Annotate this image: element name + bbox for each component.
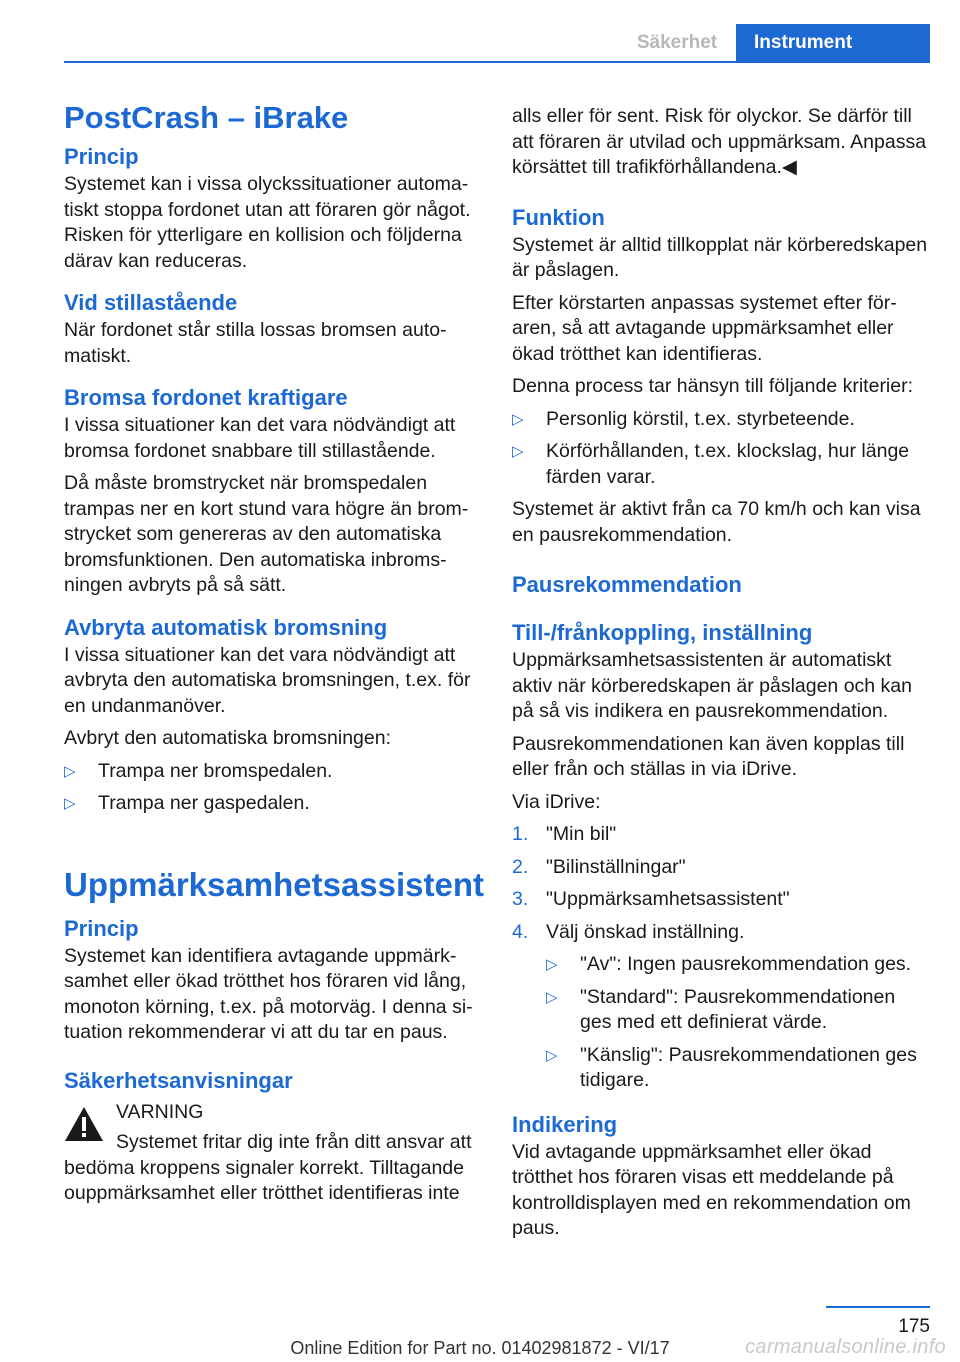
paragraph: Via iDrive: [512, 790, 601, 813]
list-item [546, 1043, 930, 1094]
list-item [64, 759, 482, 785]
paragraph: I vissa situationer kan det vara nödvändigt att bromsa fordonet snabbare till stillastående. [64, 414, 456, 462]
heading-princip: Princip [64, 915, 139, 941]
paragraph: Då måste bromstrycket när bromspedalen trampas ner en kort stund vara högre än bromstrycket som genereras av den automatiska bromsfunktionen. Den automatiska inbromsningen avbryts på så sätt. [64, 472, 469, 596]
step-number: 3. [512, 888, 529, 910]
bullet-triangle-icon: ▷ [512, 410, 524, 428]
warning-label: VARNING [116, 1100, 204, 1123]
heading-tillkoppling: Till-/frånkoppling, inställning [512, 620, 813, 645]
list-item [512, 887, 930, 913]
list-item [546, 952, 930, 978]
paragraph: Systemet kan identifiera avtagande uppmärksamhet eller ökad trötthet hos föraren vid lång, monoton körning, t.ex. på motorväg. I denna situation rekommenderar vi att du tar en paus. [64, 944, 473, 1043]
list-item-text: "Standard": Pausrekommendationen ges med ett definierat värde. [580, 985, 896, 1033]
heading-avbryta: Avbryta automatisk bromsning [64, 614, 388, 640]
left-column [64, 96, 485, 1207]
list-item [546, 985, 930, 1036]
page-header [0, 0, 960, 62]
tab-section[interactable]: Säkerhet [636, 32, 718, 53]
bullet-triangle-icon: ▷ [512, 443, 524, 460]
bullet-list [64, 759, 482, 817]
warning-text: Systemet fritar dig inte från ditt ansvar att bedöma kroppens signaler korrekt. Tilltagande ouppmärksamhet eller trötthet identifieras inte [64, 1131, 472, 1204]
paragraph: Uppmärksamhetsassistenten är automatiskt aktiv när körberedskapen är påslagen och kan på så vis indikera en pausrekommendation. [512, 649, 912, 722]
paragraph [512, 104, 930, 181]
paragraph: Avbryt den automatiska bromsningen: [64, 727, 391, 749]
list-item [512, 439, 930, 490]
heading-funktion: Funktion [512, 204, 605, 230]
list-item-text: Välj önskad inställning. [546, 920, 745, 943]
list-item [512, 855, 930, 881]
end-marker-icon: ◀ [781, 156, 797, 178]
heading-pausrekommendation: Pausrekommendation [512, 572, 742, 597]
bullet-triangle-icon: ▷ [64, 795, 76, 812]
heading-uppmarksamhet: Uppmärksamhetsassistent [64, 865, 485, 903]
heading-sakerhetsanvisningar: Säkerhetsanvisningar [64, 1067, 293, 1093]
heading-postcrash: PostCrash – iBrake [64, 100, 349, 135]
page-number: 175 [898, 1316, 930, 1337]
paragraph: När fordonet står stilla lossas bromsen automatiskt. [64, 319, 447, 367]
warning-box [64, 1100, 482, 1207]
step-number: 1. [512, 823, 529, 845]
numbered-list [512, 822, 930, 1094]
heading-princip: Princip [64, 144, 139, 169]
list-item-text: "Känslig": Pausrekommendationen ges tidigare. [580, 1043, 917, 1091]
bullet-triangle-icon: ▷ [64, 762, 76, 780]
watermark: carmanualsonline.info [745, 1336, 946, 1358]
step-number: 4. [512, 920, 529, 943]
list-item-text: "Av": Ingen pausrekommendation ges. [580, 953, 912, 975]
edition-text: Online Edition for Part no. 01402981872 - VI/17 [290, 1338, 670, 1358]
header-divider [64, 61, 930, 63]
right-column [512, 104, 930, 1242]
footer-divider [826, 1306, 930, 1308]
step-number: 2. [512, 855, 529, 878]
bullet-triangle-icon: ▷ [546, 956, 558, 973]
bullet-list [512, 407, 930, 491]
heading-indikering: Indikering [512, 1111, 618, 1137]
list-item [512, 920, 930, 1094]
heading-bromsa: Bromsa fordonet kraftigare [64, 385, 348, 410]
list-item-text: Personlig körstil, t.ex. styrbeteende. [546, 407, 855, 430]
paragraph: Systemet kan i vissa olyckssituationer automatiskt stoppa fordonet utan att föraren gör något. Risken för ytterligare en kollision och följderna därav kan reduceras. [64, 173, 471, 272]
tab-chapter[interactable]: Instrument [736, 24, 930, 61]
paragraph: Systemet är alltid tillkopplat när körberedskapen är påslagen. [512, 233, 928, 281]
paragraph: Efter körstarten anpassas systemet efter föraren, så att avtagande uppmärksamhet eller ökad trötthet kan identifieras. [512, 291, 897, 365]
list-item-text: Trampa ner gaspedalen. [98, 792, 310, 814]
paragraph: Denna process tar hänsyn till följande kriterier: [512, 375, 914, 397]
list-item-text: "Bilinställningar" [546, 855, 686, 878]
sub-bullet-list [546, 952, 930, 1094]
paragraph: Systemet är aktivt från ca 70 km/h och kan visa en pausrekommendation. [512, 498, 921, 546]
bullet-triangle-icon: ▷ [546, 1046, 558, 1064]
list-item-text: "Min bil" [546, 823, 617, 845]
warning-triangle-icon [64, 1106, 104, 1142]
heading-stillastaende: Vid stillastående [64, 290, 238, 315]
list-item [512, 822, 930, 848]
paragraph: I vissa situationer kan det vara nödvändigt att avbryta den automatiska bromsningen, t.ex. för en undanmanöver. [64, 643, 471, 717]
bullet-triangle-icon: ▷ [546, 988, 558, 1006]
list-item-text: Trampa ner bromspedalen. [98, 759, 333, 782]
list-item-text: Körförhållanden, t.ex. klockslag, hur länge färden varar. [546, 440, 910, 488]
paragraph-text: alls eller för sent. Risk för olyckor. Se därför till att föraren är utvilad och uppmärksam. Anpassa körsättet till trafikförhållandena. [512, 105, 927, 178]
paragraph: Vid avtagande uppmärksamhet eller ökad trötthet hos föraren visas ett meddelande på kontrolldisplayen med en rekommendation om paus. [512, 1140, 911, 1239]
list-item-text: "Uppmärksamhetsassistent" [546, 888, 790, 910]
paragraph: Pausrekommendationen kan även kopplas till eller från och ställas in via iDrive. [512, 732, 905, 780]
list-item [64, 791, 482, 817]
list-item [512, 407, 930, 433]
